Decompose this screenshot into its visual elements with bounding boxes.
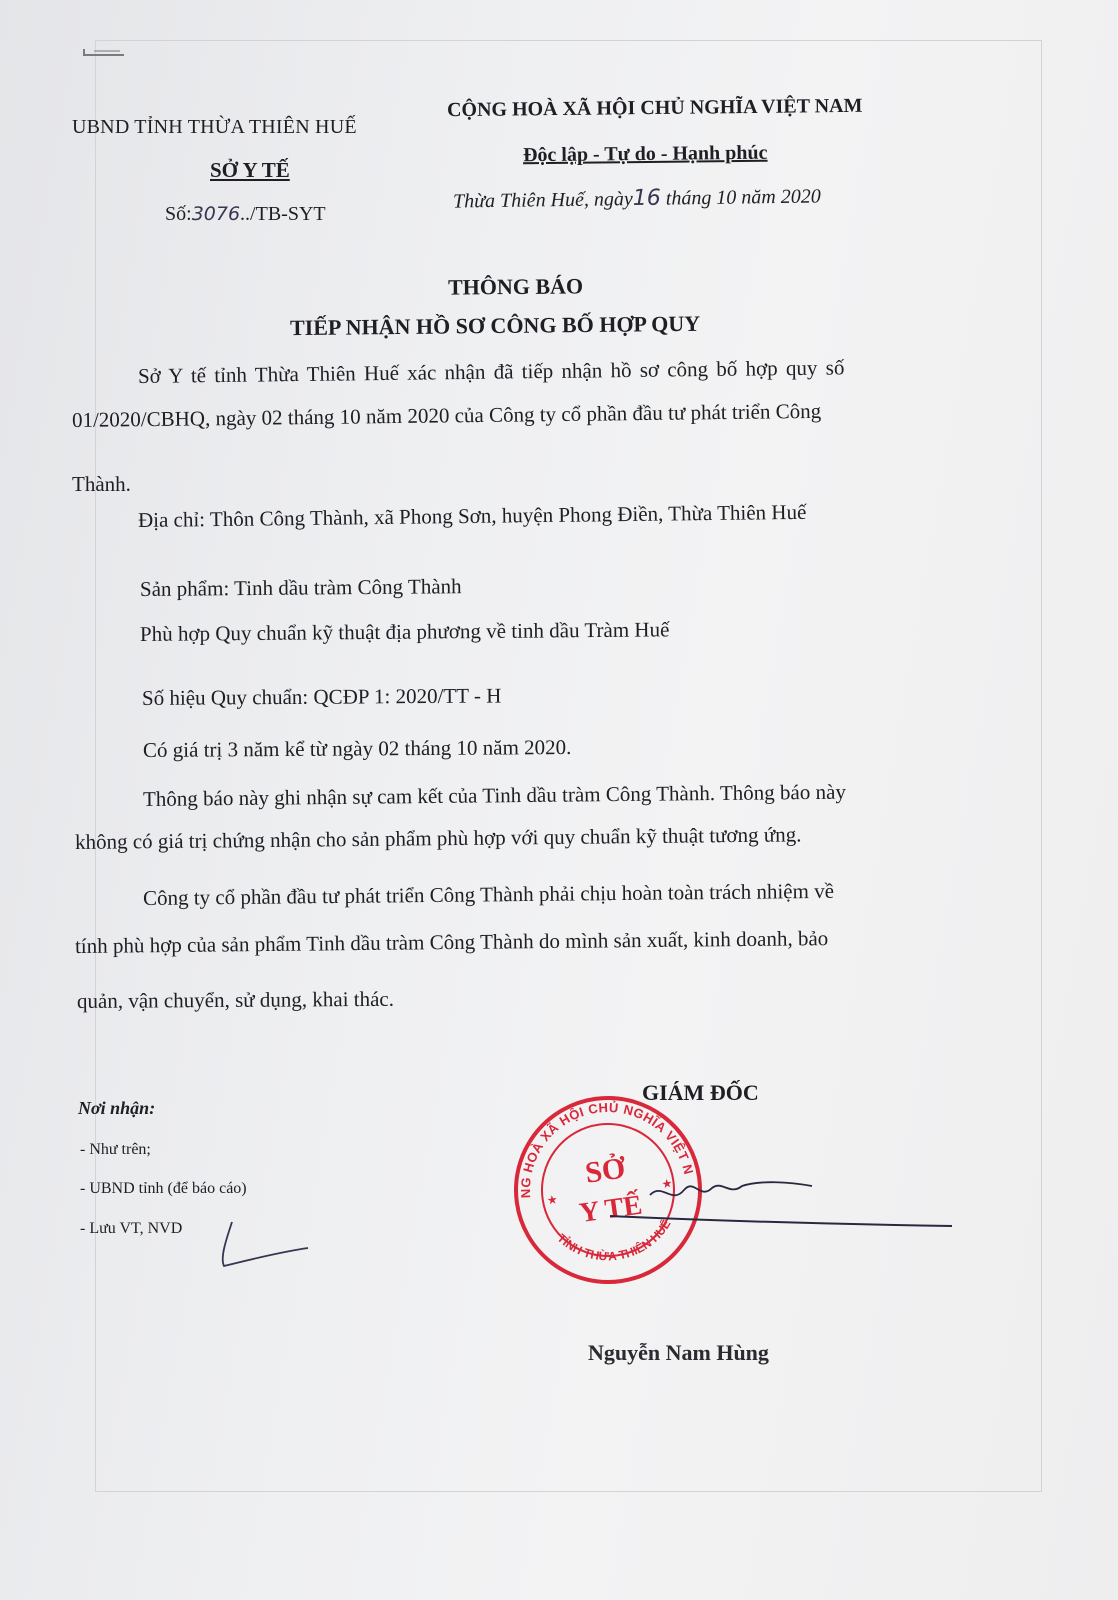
svg-text:★: ★ [545,1192,559,1208]
national-motto: Độc lập - Tự do - Hạnh phúc [522,141,768,167]
signer-position: GIÁM ĐỐC [642,1080,759,1105]
recipients-title: Nơi nhận: [78,1098,156,1118]
body-paragraph-7-line-2: không có giá trị chứng nhận cho sản phẩm phù hợp với quy chuẩn kỹ thuật tương ứng. [74,822,802,854]
standard-line: Phù hợp Quy chuẩn kỹ thuật địa phương về tinh dầu Tràm Huế [139,617,670,646]
seal-center-line-2: Y TẾ [577,1189,645,1230]
seal-ring-text: CỘNG HOÀ XÃ HỘI CHỦ NGHĨA VIỆT NAM [517,1099,697,1199]
standard-code-line: Số hiệu Quy chuẩn: QCĐP 1: 2020/TT - H [141,683,502,710]
date-day-handwritten: 16 [632,185,661,212]
address-line: Địa chỉ: Thôn Công Thành, xã Phong Sơn, huyện Phong Điền, Thừa Thiên Huế [137,499,807,532]
body-paragraph-8-line-3: quản, vận chuyển, sử dụng, khai thác. [76,986,395,1013]
body-paragraph-1-line-2: 01/2020/CBHQ, ngày 02 tháng 10 năm 2020 của Công ty cổ phần đầu tư phát triển Công [71,398,822,432]
number-prefix: Số: [165,203,192,225]
nation-name: CỘNG HOÀ XÃ HỘI CHỦ NGHĨA VIỆT NAM [446,94,863,122]
body-paragraph-8-line-2: tính phù hợp của sản phẩm Tinh dầu tràm Công Thành do mình sản xuất, kinh doanh, bảo [74,926,829,958]
seal-center-line-1: SỞ [583,1151,628,1190]
signer-name: Nguyễn Nam Hùng [588,1340,769,1365]
document-subtitle: TIẾP NHẬN HỒ SƠ CÔNG BỐ HỢP QUY [289,310,701,341]
recipient-item: - Như trên; [80,1141,151,1158]
body-paragraph-1-line-3: Thành. [72,472,131,496]
agency-name: UBND TỈNH THỪA THIÊN HUẾ [72,116,357,138]
date-suffix: tháng 10 năm 2020 [665,185,821,210]
svg-text:CỘNG HOÀ XÃ HỘI CHỦ NGHĨA VIỆT [0,0,697,1273]
body-paragraph-8-line-1: Công ty cổ phần đầu tư phát triển Công Thành phải chịu hoàn toàn trách nhiệm về [142,878,835,910]
recipient-item: - Lưu VT, NVD [80,1220,183,1237]
product-line: Sản phẩm: Tinh dầu tràm Công Thành [139,574,462,601]
recipient-item: - UBND tỉnh (để báo cáo) [80,1180,247,1197]
initials-mark [223,1222,308,1266]
number-suffix: ../TB-SYT [240,203,326,225]
body-paragraph-1-line-1: Sở Y tế tỉnh Thừa Thiên Huế xác nhận đã tiếp nhận hồ sơ công bố hợp quy số [137,355,845,388]
validity-line: Có giá trị 3 năm kể từ ngày 02 tháng 10 năm 2020. [142,735,572,762]
date-prefix: Thừa Thiên Huế, ngày [452,188,633,213]
document-title: THÔNG BÁO [447,273,584,300]
body-paragraph-7-line-1: Thông báo này ghi nhận sự cam kết của Tinh dầu tràm Công Thành. Thông báo này [142,779,847,811]
department-name: SỞ Y TẾ [210,158,290,182]
number-handwritten: 3076 [191,203,241,225]
seal-bottom-text: TỈNH THỪA THIÊN HUẾ [554,1217,674,1264]
svg-text:★: ★ [660,1176,674,1192]
